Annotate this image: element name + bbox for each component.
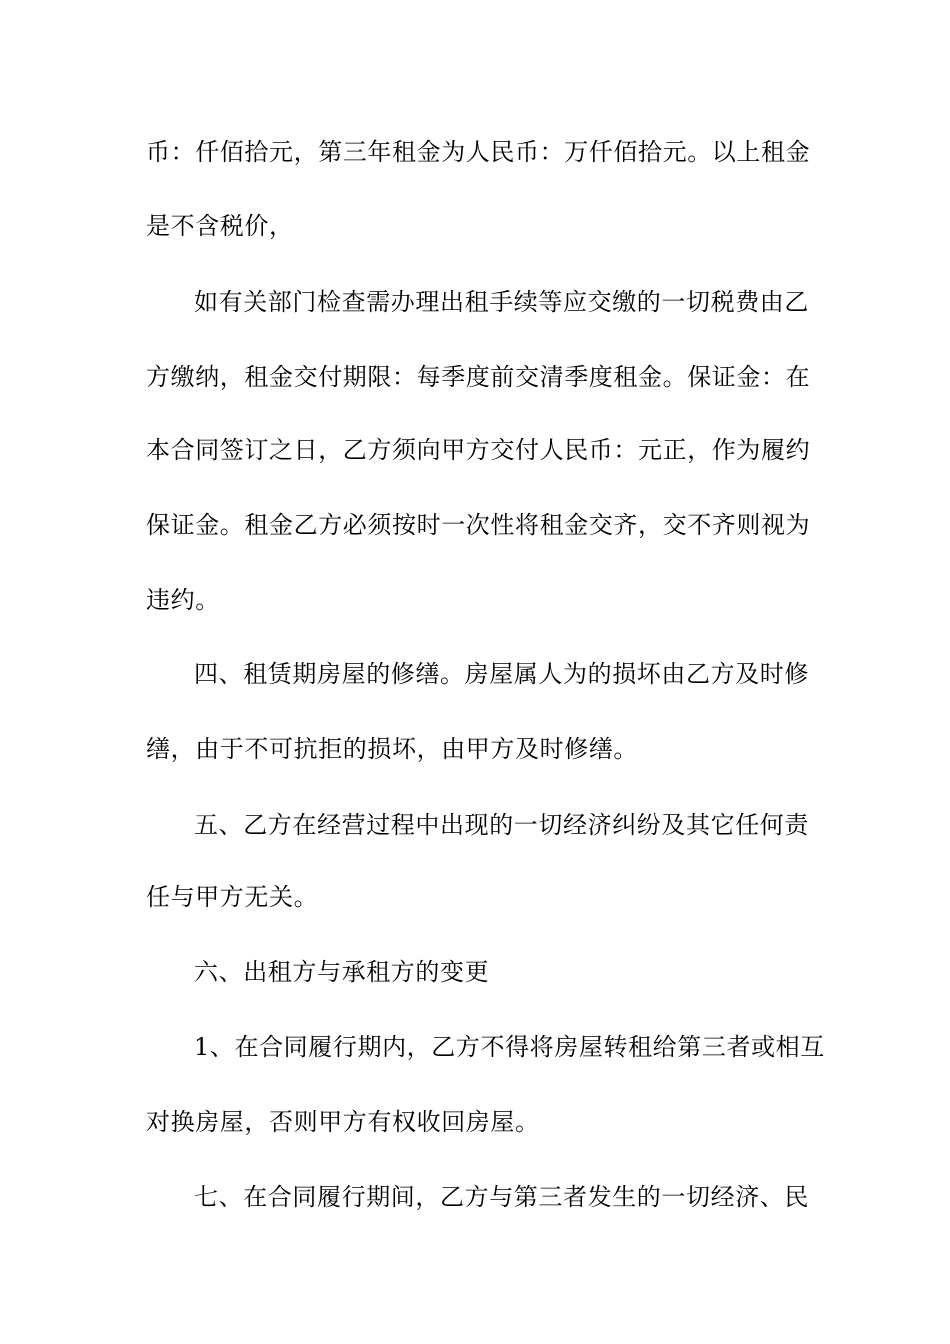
text-line: 违约。 [146,586,220,614]
text-line: 方缴纳，租金交付期限：每季度前交清季度租金。保证金：在 [146,363,811,391]
section-heading-line: 五、乙方在经营过程中出现的一切经济纠纷及其它任何责 [194,811,809,839]
clause-line: 1、在合同履行期内，乙方不得将房屋转租给第三者或相互 [194,1033,825,1061]
text-line: 对换房屋，否则甲方有权收回房屋。 [146,1108,540,1136]
text-line: 本合同签订之日，乙方须向甲方交付人民币：元正，作为履约 [146,436,811,464]
text-line: 缮，由于不可抗拒的损坏，由甲方及时修缮。 [146,735,638,763]
section-heading-line: 七、在合同履行期间，乙方与第三者发生的一切经济、民 [194,1183,809,1211]
section-heading-line: 四、租赁期房屋的修缮。房屋属人为的损坏由乙方及时修 [194,660,809,688]
section-heading-line: 六、出租方与承租方的变更 [194,958,490,986]
text-line: 是不含税价， [146,212,294,240]
paragraph-start-line: 如有关部门检查需办理出租手续等应交缴的一切税费由乙 [194,288,809,316]
text-line: 币：仟佰拾元，第三年租金为人民币：万仟佰拾元。以上租金 [146,138,811,166]
text-line: 保证金。租金乙方必须按时一次性将租金交齐，交不齐则视为 [146,511,811,539]
text-line: 任与甲方无关。 [146,883,319,911]
